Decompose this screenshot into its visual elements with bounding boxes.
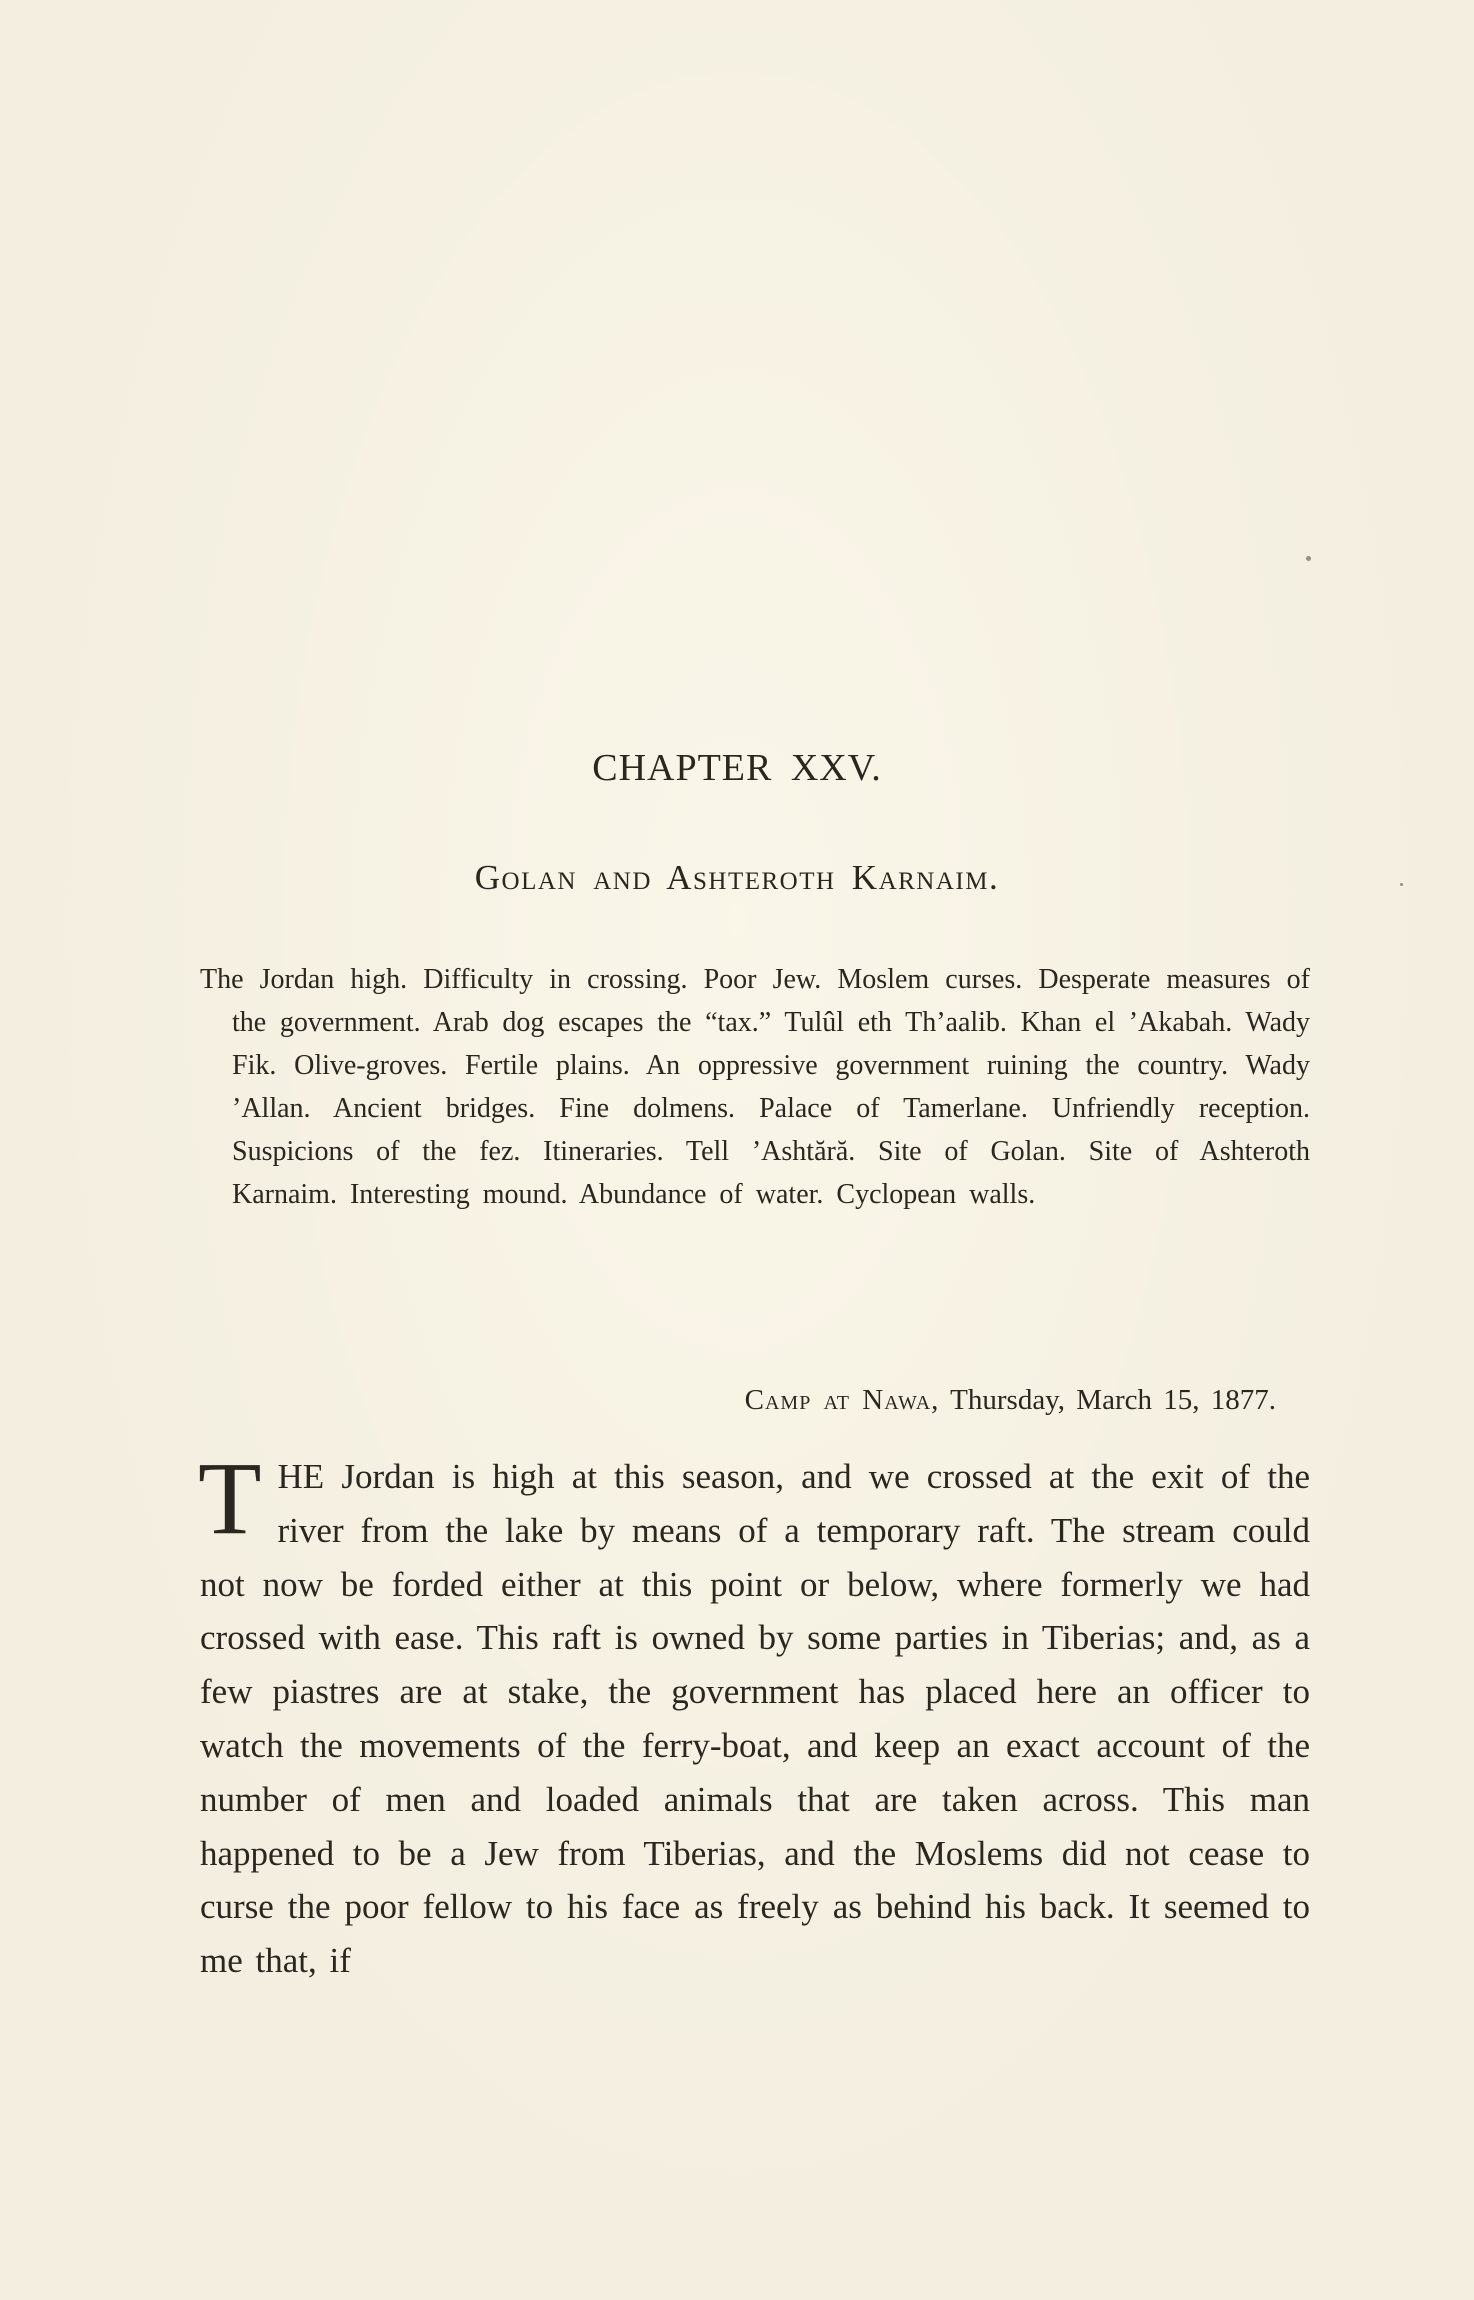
- body-text: HE Jordan is high at this season, and we crossed at the exit of the river from the lake by means of a temporary raft. The stream could not now be forded either at this point or below, where formerly we had crossed with ease. This raft is owned by some parties in Tiberias; and, as a few piastres are at stake, the government has placed here an officer to watch the movements of the ferry-boat, and keep an exact account of the number of men and loaded animals that are taken across. This man happened to be a Jew from Tiberias, and the Moslems did not cease to curse the poor fellow to his face as freely as behind his back. It seemed to me that, if: [200, 1457, 1310, 1981]
- chapter-summary: The Jordan high. Difficulty in crossing. Poor Jew. Moslem curses. Desperate measures of the government. Arab dog escapes the “tax.” Tulûl eth Th’aalib. Khan el ’Akabah. Wady Fik. Olive-groves. Fertile plains. An oppressive government ruining the country. Wady ’Allan. Ancient bridges. Fine dolmens. Palace of Tamerlane. Unfriendly reception. Suspicions of the fez. Itineraries. Tell ’Ashtără. Site of Golan. Site of Ashteroth Karnaim. Interesting mound. Abundance of water. Cyclopean walls.: [200, 964, 1310, 1210]
- drop-cap: T: [198, 1441, 262, 1556]
- body-paragraph: [198, 1441, 1310, 1988]
- dateline: [536, 1384, 1276, 1417]
- dateline-date: Thursday, March 15, 1877.: [950, 1384, 1276, 1416]
- ink-speck: [1306, 556, 1311, 561]
- dateline-place: Camp at Nawa,: [744, 1384, 940, 1416]
- chapter-heading: CHAPTER XXV.: [592, 747, 882, 789]
- chapter-title: Golan and Ashteroth Karnaim.: [474, 858, 1000, 897]
